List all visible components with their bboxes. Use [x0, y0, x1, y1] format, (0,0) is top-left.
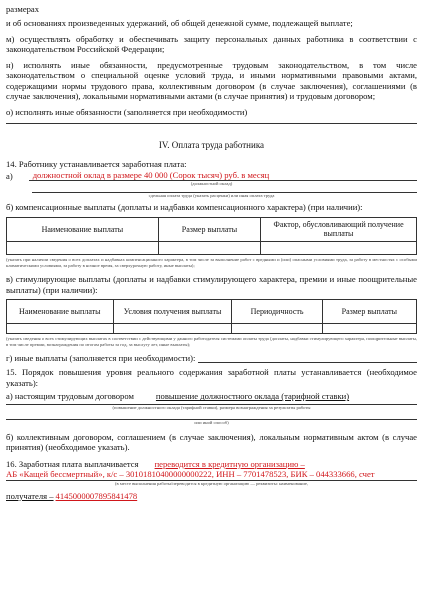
recipient-label: получателя –	[6, 490, 54, 501]
table-cell[interactable]	[322, 324, 416, 334]
clause-14a-hint: (должностной оклад)	[190, 181, 233, 187]
incentive-table	[6, 299, 417, 334]
table-header-cell: Размер выплаты	[158, 217, 261, 241]
compensation-table	[6, 217, 417, 255]
bank-details-value: АБ «Кащей бессмертный», к/с – 30101810400000000222, ИНН – 7701478523, БИК – 044333666, счет	[6, 469, 417, 480]
table-cell[interactable]	[7, 324, 114, 334]
clause-15a-label: а) настоящим трудовым договором	[6, 391, 134, 402]
table-cell[interactable]	[232, 324, 322, 334]
clause-14g: г) иные выплаты (заполняется при необходимости):	[6, 352, 196, 363]
other-payments-field[interactable]	[198, 354, 417, 363]
recipient-account-value: 4145000007895841478	[55, 490, 138, 501]
table-header-cell: Размер выплаты	[322, 300, 416, 324]
clause-15a-row	[6, 391, 417, 401]
clause-16-intro: 16. Заработная плата выплачивается	[6, 458, 139, 469]
blank-line	[6, 123, 417, 124]
raise-method-value: повышение должностного оклада (тарифной ставки)	[155, 391, 350, 402]
table-header-cell: Фактор, обусловливающий получение выплаты	[261, 217, 417, 241]
clause-14a-row	[6, 170, 417, 181]
clause-14a-hint2: сдельная оплата труда (указать расценки) или иная оплата труда	[148, 193, 275, 199]
clause-15-intro: 15. Порядок повышения уровня реального содержания заработной платы устанавливается (необходимое указать):	[6, 367, 417, 388]
section-title: IV. Оплата труда работника	[158, 140, 265, 151]
clause-14a-label: а)	[6, 170, 13, 181]
clause-14v-note: (указать сведения о всех стимулирующих выплатах в соответствии с действующими у данного работодателя системами оплаты труда (доплаты, надбавки стимулирующего характера, поощрительные выплаты, в том числе премии, вознаграждения по итогам работы за год, за выслугу лет, иные выплаты);	[6, 336, 417, 348]
text-line: размерах	[6, 4, 40, 14]
clause-n: н) исполнять иные обязанности, предусмотренные трудовым законодательством, в том числе законодательством о специальной оценке условий труда, и иными нормативными правовыми актами, содержащими нормы трудового права, коллективным договором (в случае заключения), соглашениями (в случае заключения), локальными нормативными актами (в случае принятия) и трудовым договором;	[6, 59, 417, 102]
table-cell[interactable]	[261, 241, 417, 254]
clause-15a-hint2: или иной способ)	[194, 419, 229, 425]
clause-14g-row	[6, 353, 417, 363]
table-header-cell: Периодичность	[232, 300, 322, 324]
payment-method-value: переводится в кредитную организацию –	[154, 458, 305, 469]
clause-14-intro: 14. Работнику устанавливается заработная плата:	[6, 159, 187, 170]
salary-value: должностной оклад в размере 40 000 (Сорок тысяч) руб. в месяц	[29, 170, 417, 181]
recipient-row	[6, 491, 417, 501]
clause-m: м) осуществлять обработку и обеспечивать защиту персональных данных работника в соответствии с законодательством Российской Федерации;	[6, 33, 417, 55]
table-header-cell: Наименование выплаты	[7, 300, 114, 324]
clause-14b: б) компенсационные выплаты (доплаты и надбавки компенсационного характера) (при наличии):	[6, 202, 363, 213]
table-cell[interactable]	[158, 241, 261, 254]
clause-16-hint: (в месте выполнения работы/переводится в кредитную организацию — реквизиты: наименование,	[114, 480, 309, 486]
table-cell[interactable]	[7, 241, 159, 254]
clause-16-row	[6, 459, 417, 469]
clause-15a-hint: (повышение должностного оклада (тарифной ставки), размера вознаграждения за результаты работы	[112, 404, 311, 410]
text-paragraph: и об основаниях произведенных удержаний, об общей денежной сумме, подлежащей выплате;	[6, 18, 353, 29]
clause-o: о) исполнять иные обязанности (заполняется при необходимости)	[6, 106, 248, 117]
clause-14b-note: (указать при наличии сведения о всех доплатах и надбавках компенсационного характера, в том числе за выполнение работ с вредными и (или) опасными условиями труда, за работу в местностях с особыми климатическими условиями, за работу в ночное время, за сверхурочную работу, иные выплаты);	[6, 256, 417, 268]
table-header-cell: Наименование выплаты	[7, 217, 159, 241]
table-header-cell: Условия получения выплаты	[113, 300, 232, 324]
clause-14v: в) стимулирующие выплаты (доплаты и надбавки стимулирующего характера, премии и иные поощрительные выплаты) (при наличии):	[6, 274, 417, 295]
table-cell[interactable]	[113, 324, 232, 334]
clause-15b: б) коллективным договором, соглашением (в случае заключения), локальным нормативным актом (в случае принятия) (необходимое указать).	[6, 431, 417, 453]
